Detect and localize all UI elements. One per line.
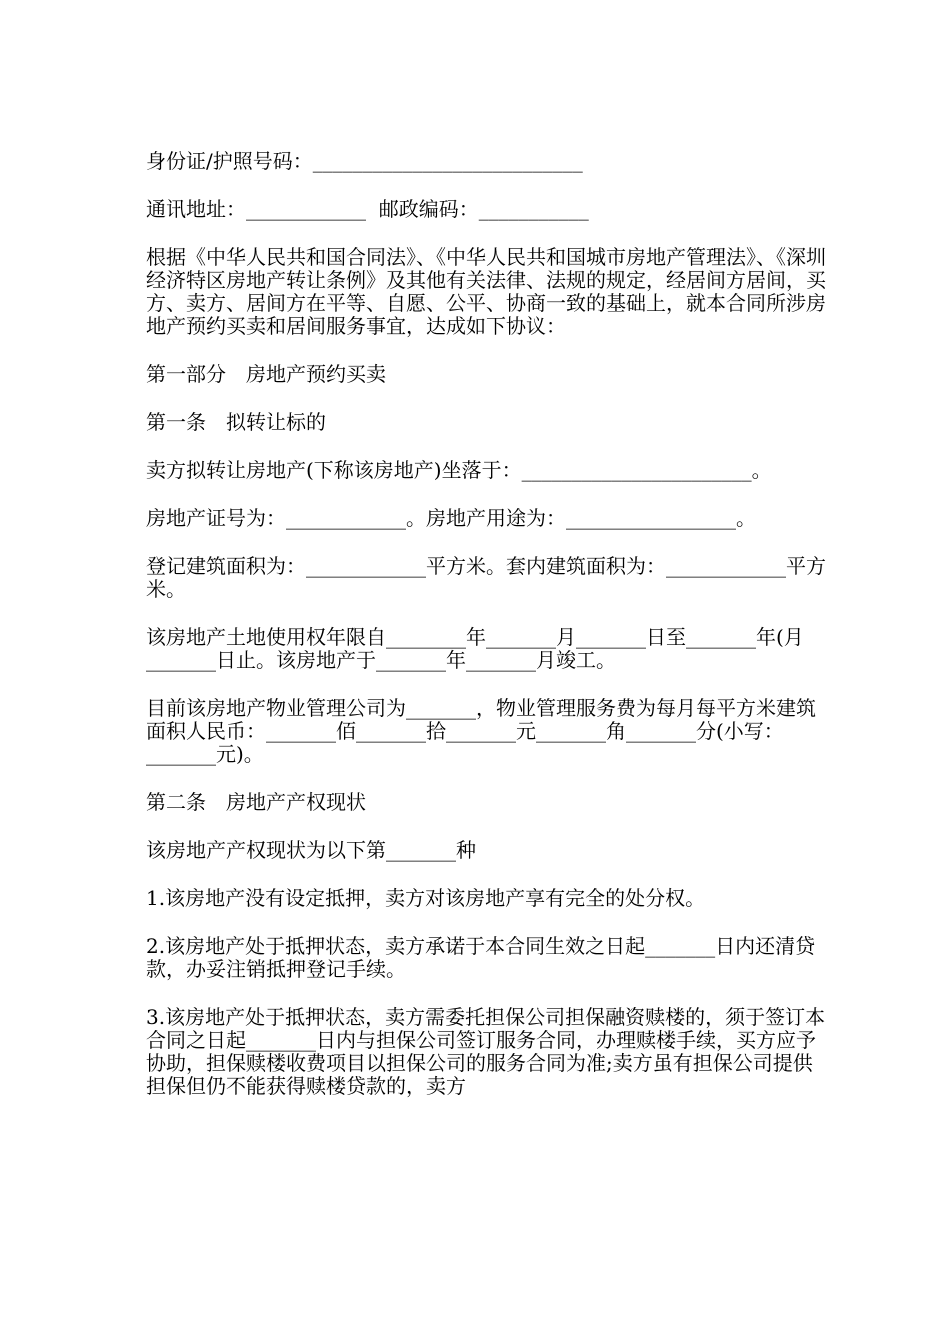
part-one-heading: 第一部分 房地产预约买卖 [146,362,386,386]
article-one-heading: 第一条 拟转让标的 [146,410,326,434]
status-option-2: 2.该房地产处于抵押状态，卖方承诺于本合同生效之日起_______日内还清贷款，办妥注销抵押登记手续。 [146,934,816,981]
status-option-1: 1.该房地产没有设定抵押，卖方对该房地产享有完全的处分权。 [146,886,706,910]
article-two-heading: 第二条 房地产产权现状 [146,790,366,814]
area-line: 登记建筑面积为：____________平方米。套内建筑面积为：____________平方米。 [146,554,826,601]
property-management-paragraph: 目前该房地产物业管理公司为_______，物业管理服务费为每月每平方米建筑面积人民币：_______佰_______拾_______元_______角_______分(小写：_______元)。 [146,696,816,766]
property-location-line: 卖方拟转让房地产(下称该房地产)坐落于：_______________________。 [146,458,772,482]
document-body [146,150,826,1123]
preamble-paragraph: 根据《中华人民共和国合同法》、《中华人民共和国城市房地产管理法》、《深圳经济特区房地产转让条例》及其他有关法律、法规的规定，经居间方居间，买方、卖方、居间方在平等、自愿、公平、协商一致的基础上，就本合同所涉房地产预约买卖和居间服务事宜，达成如下协议： [146,245,826,338]
id-number-line: 身份证/护照号码：___________________________ [146,149,583,173]
address-postcode-line: 通讯地址：____________ 邮政编码：___________ [146,197,589,221]
certificate-usage-line: 房地产证号为：____________。房地产用途为：_________________。 [146,506,756,530]
ownership-status-line: 该房地产产权现状为以下第_______种 [146,838,476,862]
land-use-term-paragraph: 该房地产土地使用权年限自________年_______月_______日至_______年(月_______日止。该房地产于_______年_______月竣工。 [146,625,804,672]
status-option-3: 3.该房地产处于抵押状态，卖方需委托担保公司担保融资赎楼的，须于签订本合同之日起_______日内与担保公司签订服务合同，办理赎楼手续，买方应予协助，担保赎楼收费项目以担保公司的服务合同为准;卖方虽有担保公司提供担保但仍不能获得赎楼贷款的，卖方 [146,1005,826,1098]
